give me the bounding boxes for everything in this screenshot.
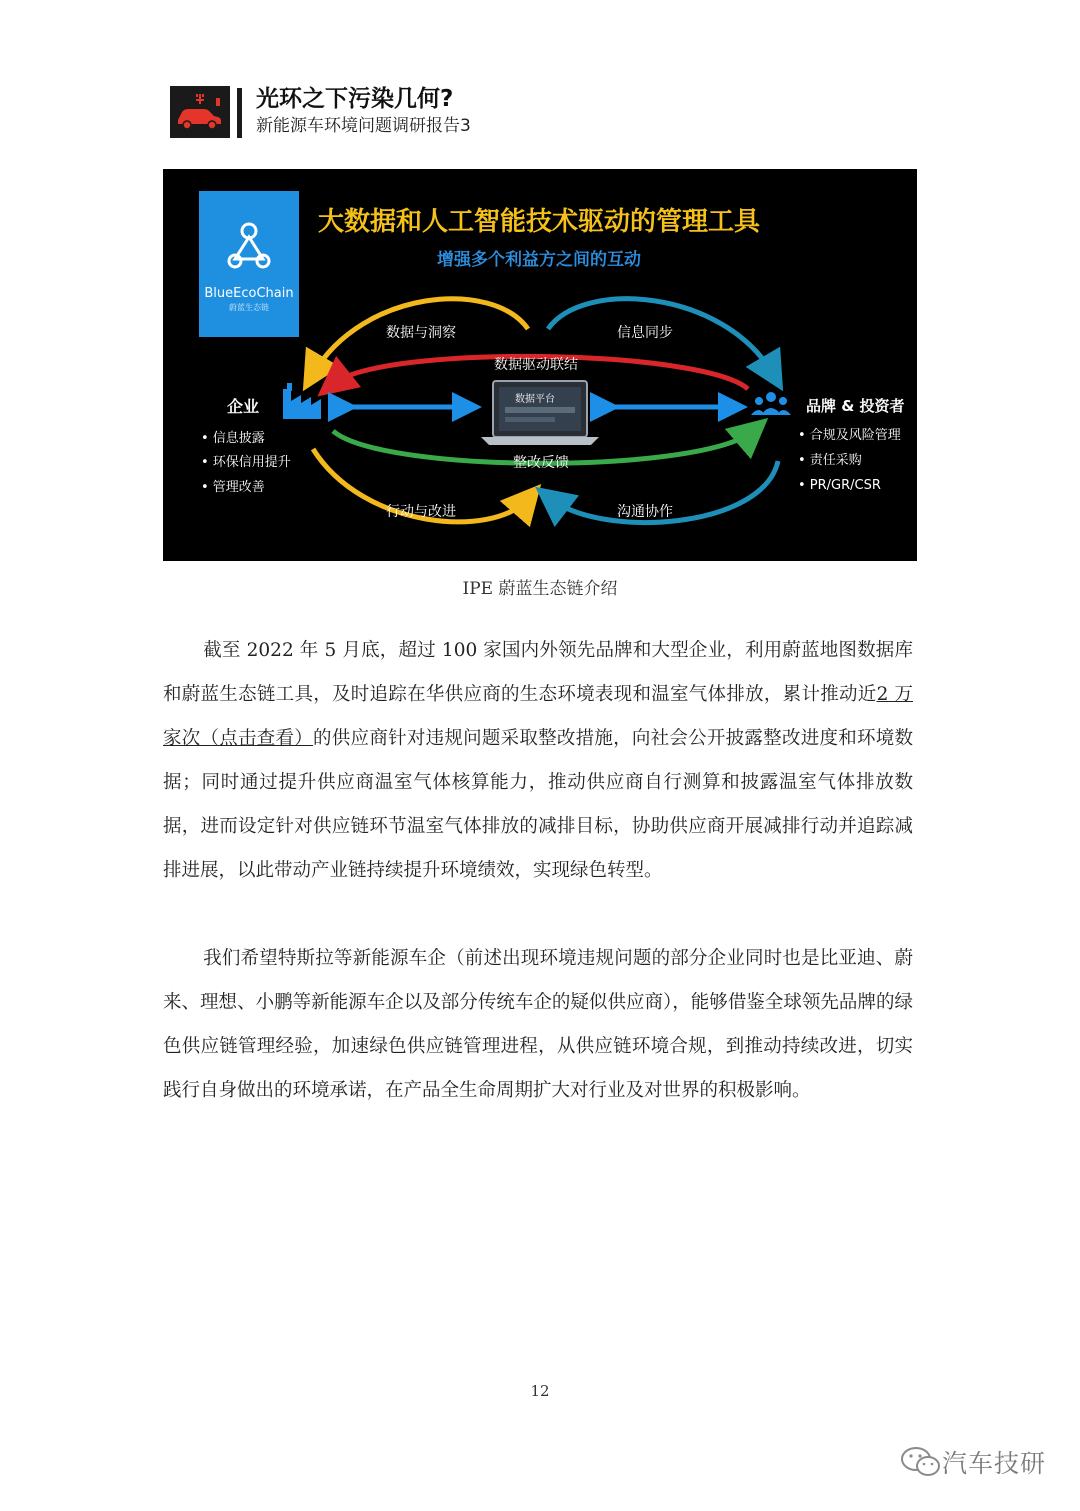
label-data-driven: 数据驱动联结 <box>494 357 578 373</box>
enterprise-item-3: • 管理改善 <box>201 480 265 495</box>
header-divider <box>237 88 242 138</box>
label-action: 行动与改进 <box>386 504 456 520</box>
report-title: 光环之下污染几何? <box>256 86 454 112</box>
para1-text-a: 截至 2022 年 5 月底，超过 100 家国内外领先品牌和大型企业，利用蔚蓝地图数据库和蔚蓝生态链工具，及时追踪在华供应商的生态环境表现和温室气体排放，累计推动近 <box>163 640 913 705</box>
label-info-sync: 信息同步 <box>617 325 673 341</box>
ev-car-icon <box>170 86 230 138</box>
brands-item-2: • 责任采购 <box>798 453 862 468</box>
label-data-insight: 数据与洞察 <box>386 325 456 341</box>
platform-label: 数据平台 <box>515 394 555 405</box>
watermark-text: 汽车技研 <box>941 1449 1046 1478</box>
label-communication: 沟通协作 <box>617 504 673 520</box>
people-icon <box>751 392 791 415</box>
paragraph-1 <box>163 629 913 893</box>
figure-caption: IPE 蔚蓝生态链介绍 <box>462 579 618 599</box>
wechat-icon <box>900 1445 942 1479</box>
figure-title: 大数据和人工智能技术驱动的管理工具 <box>317 207 761 237</box>
page-number: 12 <box>530 1382 550 1400</box>
brands-item-1: • 合规及风险管理 <box>798 428 901 443</box>
paragraph-2 <box>163 937 913 1113</box>
para1-text-b: 的供应商针对违规问题采取整改措施，向社会公开披露整改进度和环境数据；同时通过提升供应商温室气体核算能力，推动供应商自行测算和披露温室气体排放数据，进而设定针对供应链环节温室气体排放的减排目标，协助供应商开展减排行动并追踪减排进展，以此带动产业链持续提升环境绩效，实现绿色转型。 <box>163 728 913 881</box>
blueecochain-figure <box>163 169 917 561</box>
brand-sub: 蔚蓝生态链 <box>229 303 269 312</box>
factory-icon <box>283 383 321 419</box>
view-link[interactable]: 2 万家次（点击查看） <box>163 684 913 749</box>
watermark <box>900 1444 1046 1480</box>
label-rectification: 整改反馈 <box>513 455 569 471</box>
enterprise-item-2: • 环保信用提升 <box>201 455 291 470</box>
para2-text: 我们希望特斯拉等新能源车企（前述出现环境违规问题的部分企业同时也是比亚迪、蔚来、理想、小鹏等新能源车企以及部分传统车企的疑似供应商），能够借鉴全球领先品牌的绿色供应链管理经验，加速绿色供应链管理进程，从供应链环境合规，到推动持续改进，切实践行自身做出的环境承诺，在产品全生命周期扩大对行业及对世界的积极影响。 <box>163 948 913 1101</box>
enterprise-title: 企业 <box>226 397 260 416</box>
report-subtitle: 新能源车环境问题调研报告3 <box>256 116 471 136</box>
enterprise-item-1: • 信息披露 <box>201 431 265 446</box>
report-logo <box>170 86 230 138</box>
figure-subtitle: 增强多个利益方之间的互动 <box>437 250 641 270</box>
brand-name: BlueEcoChain <box>204 286 294 301</box>
blueecochain-logo <box>199 191 299 337</box>
brands-title: 品牌 & 投资者 <box>806 397 905 415</box>
brands-item-3: • PR/GR/CSR <box>798 478 881 493</box>
report-header <box>170 84 471 140</box>
laptop-icon <box>481 381 599 445</box>
